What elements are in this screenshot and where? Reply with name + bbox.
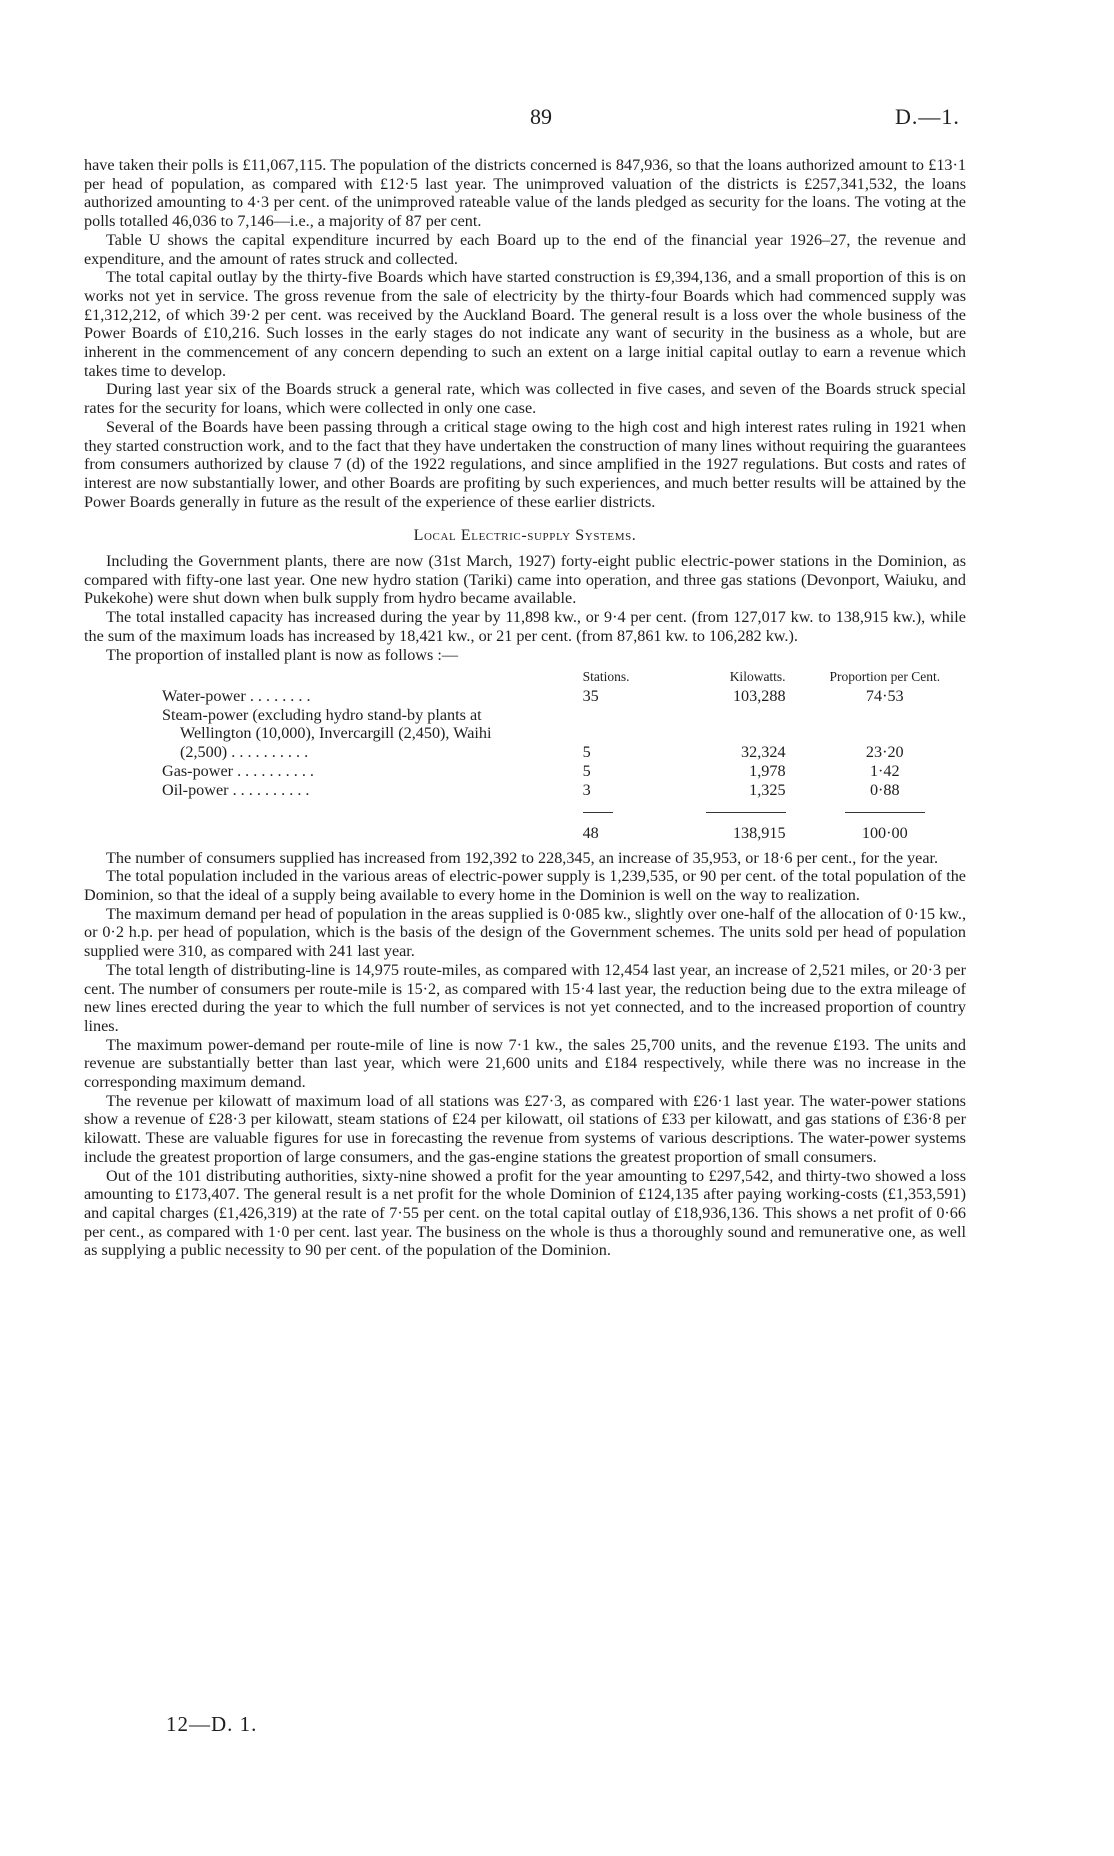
- table-row: [84, 687, 966, 706]
- paragraph: Out of the 101 distributing authorities, sixty-nine showed a profit for the year amounting to £297,542, and thirty-two showed a loss amounting to £173,407. The general result is a net profit for the whole Dominion of £124,135 after paying working-costs (£1,353,591) and capital charges (£1,426,319) at the rate of 7·55 per cent. on the total capital outlay of £18,936,136. This shows a net profit of 0·66 per cent., as compared with 1·0 per cent. last year. The business on the whole is thus a thoroughly sound and remunerative one, as well as supplying a public necessity to 90 per cent. of the population of the Dominion.: [84, 1166, 966, 1260]
- leader-dots: . . . . . . . . . .: [231, 743, 309, 762]
- leader-dots: . . . . . . . .: [249, 686, 311, 705]
- leader-dots: . . . . . . . . . .: [237, 761, 314, 780]
- rule-spacer: [84, 799, 569, 818]
- cell-stations: 35: [582, 686, 599, 705]
- cell-proportion: 1·42: [869, 761, 900, 780]
- rule-kilowatts: [641, 799, 803, 818]
- paragraph: Several of the Boards have been passing through a critical stage owing to the high cost and high interest rates ruling in 1921 when they started construction work, and to the fact that they have undertaken the construction of many lines without requiring the guarantees from consumers authorized by clause 7 (d) of the 1922 regulations, and since amplified in the 1927 regulations. But costs and rates of interest are now substantially lower, and other Boards are profiting by such experiences, and much better results will be attained by the Power Boards generally in future as the result of the experience of these earlier districts.: [84, 417, 966, 511]
- rule-stations: [569, 799, 642, 818]
- paragraph: The total population included in the various areas of electric-power supply is 1,239,535, or 90 per cent. of the total population of the Dominion, so that the ideal of a supply being available to every home in the Dominion is well on the way to realization.: [84, 867, 966, 905]
- paragraph: The total length of distributing-line is 14,975 route-miles, as compared with 12,454 last year, an increase of 2,521 miles, or 20·3 per cent. The number of consumers per route-mile is 15·2, as compared with 15·4 last year, the reduction being due to the extra mileage of new lines erected during the year to which the full number of services is not yet connected, and to the increased proportion of country lines.: [84, 960, 966, 1035]
- paragraph: During last year six of the Boards struck a general rate, which was collected in five cases, and seven of the Boards struck special rates for the security for loans, which were collected in only one case.: [84, 380, 966, 418]
- cell-proportion: 0·88: [869, 780, 900, 799]
- paragraph: The number of consumers supplied has increased from 192,392 to 228,345, an increase of 35,953, or 18·6 per cent., for the year.: [106, 848, 939, 867]
- total-kilowatts: 138,915: [732, 823, 786, 842]
- table-row: [84, 706, 966, 725]
- section-heading: Local Electric-supply Systems.: [413, 527, 637, 545]
- paragraph: The total installed capacity has increased during the year by 11,898 kw., or 9·4 per cent. (from 127,017 kw. to 138,915 kw.), while the sum of the maximum loads has increased by 18,421 kw., or 21 per cent. (from 87,861 kw. to 106,282 kw.).: [84, 608, 966, 645]
- cell-proportion: 23·20: [865, 743, 904, 762]
- cell-kilowatts: 103,288: [732, 686, 786, 705]
- paragraph: The proportion of installed plant is now as follows :—: [106, 645, 459, 664]
- cell-stations: 3: [582, 780, 591, 799]
- cell-stations: 5: [582, 743, 591, 762]
- cell-kilowatts: 32,324: [741, 743, 786, 762]
- table-row: [84, 762, 966, 781]
- page-header: [0, 104, 1114, 134]
- cell-stations: 5: [582, 761, 591, 780]
- table-rule-row: [84, 799, 966, 818]
- page-body: [84, 156, 966, 1260]
- total-stations: 48: [582, 823, 599, 842]
- table-header-blank: [84, 668, 569, 687]
- paragraph: The maximum power-demand per route-mile of line is now 7·1 kw., the sales 25,700 units, and the revenue £193. The units and revenue are substantially better than last year, which were 21,600 units and £184 respectively, while there was no increase in the corresponding maximum demand.: [84, 1035, 966, 1092]
- signature-mark: 12—D. 1.: [166, 1712, 258, 1736]
- paragraph: The maximum demand per head of population in the areas supplied is 0·085 kw., slightly over one-half of the allocation of 0·15 kw., or 0·2 h.p. per head of population, which is the basis of the design of the Government schemes. The units sold per head of population supplied were 310, as compared with 241 last year.: [84, 904, 966, 961]
- row-label-text: (2,500): [180, 743, 228, 762]
- document-reference: D.—1.: [895, 104, 960, 129]
- row-label-text: Water-power: [162, 686, 246, 705]
- paragraph: have taken their polls is £11,067,115. The population of the districts concerned is 847,936, so that the loans authorized amount to £13·1 per head of population, as compared with £12·5 last year. The unimproved valuation of the districts is £257,341,532, the loans authorized amounting to 4·3 per cent. of the unimproved rateable value of the lands pledged as security for the loans. The voting at the polls totalled 46,036 to 7,146—i.e., a majority of 87 per cent.: [84, 156, 966, 231]
- row-label-text: Oil-power: [162, 780, 229, 799]
- paragraph: The revenue per kilowatt of maximum load of all stations was £27·3, as compared with £26·1 last year. The water-power stations show a revenue of £28·3 per kilowatt, steam stations of £24 per kilowatt, oil stations of £33 per kilowatt, and gas stations of £36·8 per kilowatt. These are valuable figures for use in forecasting the revenue from systems of various descriptions. The water-power systems include the greatest proportion of large consumers, and the gas-engine stations the greatest proportion of small consumers.: [84, 1091, 966, 1166]
- page-number: 89: [530, 104, 552, 129]
- table-row: [84, 743, 966, 762]
- cell-kilowatts: 1,978: [749, 761, 786, 780]
- paragraph: Including the Government plants, there are now (31st March, 1927) forty-eight public electric-power stations in the Dominion, as compared with fifty-one last year. One new hydro station (Tariki) came into operation, and three gas stations (Devonport, Waiuku, and Pukekohe) were shut down when bulk supply from hydro became available.: [84, 552, 966, 608]
- row-label: [84, 781, 569, 800]
- row-label: [84, 743, 569, 762]
- paragraph: Table U shows the capital expenditure incurred by each Board up to the end of the financial year 1926–27, the revenue and expenditure, and the amount of rates struck and collected.: [84, 230, 966, 268]
- table-header-row: [84, 668, 966, 687]
- table-header-kilowatts: Kilowatts.: [729, 669, 786, 685]
- total-proportion: 100·00: [861, 823, 908, 842]
- installed-plant-table: [84, 668, 966, 842]
- table-header-stations: Stations.: [582, 669, 630, 685]
- totals-spacer: [84, 818, 569, 843]
- rule-proportion: [804, 799, 966, 818]
- table-header-proportion: Proportion per Cent.: [829, 669, 941, 685]
- cell-kilowatts: 1,325: [749, 780, 786, 799]
- cell-proportion: 74·53: [865, 686, 904, 705]
- table-totals-row: [84, 818, 966, 843]
- leader-dots: . . . . . . . . . .: [232, 780, 310, 799]
- table-row: [84, 724, 966, 743]
- paragraph: The total capital outlay by the thirty-five Boards which have started construction is £9,394,136, and a small proportion of this is on works not yet in service. The gross revenue from the sale of electricity by the thirty-four Boards which had commenced supply was £1,312,212, of which 39·2 per cent. was received by the Auckland Board. The general result is a loss over the whole business of the Power Boards of £10,216. Such losses in the early stages do not indicate any want of security in the business as a whole, but are inherent in the commencement of any concern depending to such an extent on a large initial capital outlay to earn a revenue which takes time to develop.: [84, 268, 966, 380]
- row-label: [84, 762, 569, 781]
- row-label: Wellington (10,000), Invercargill (2,450), Waihi: [180, 724, 492, 743]
- table-row: [84, 781, 966, 800]
- row-label: [84, 687, 569, 706]
- row-label: Steam-power (excluding hydro stand-by plants at: [162, 705, 482, 724]
- row-label-text: Gas-power: [162, 761, 234, 780]
